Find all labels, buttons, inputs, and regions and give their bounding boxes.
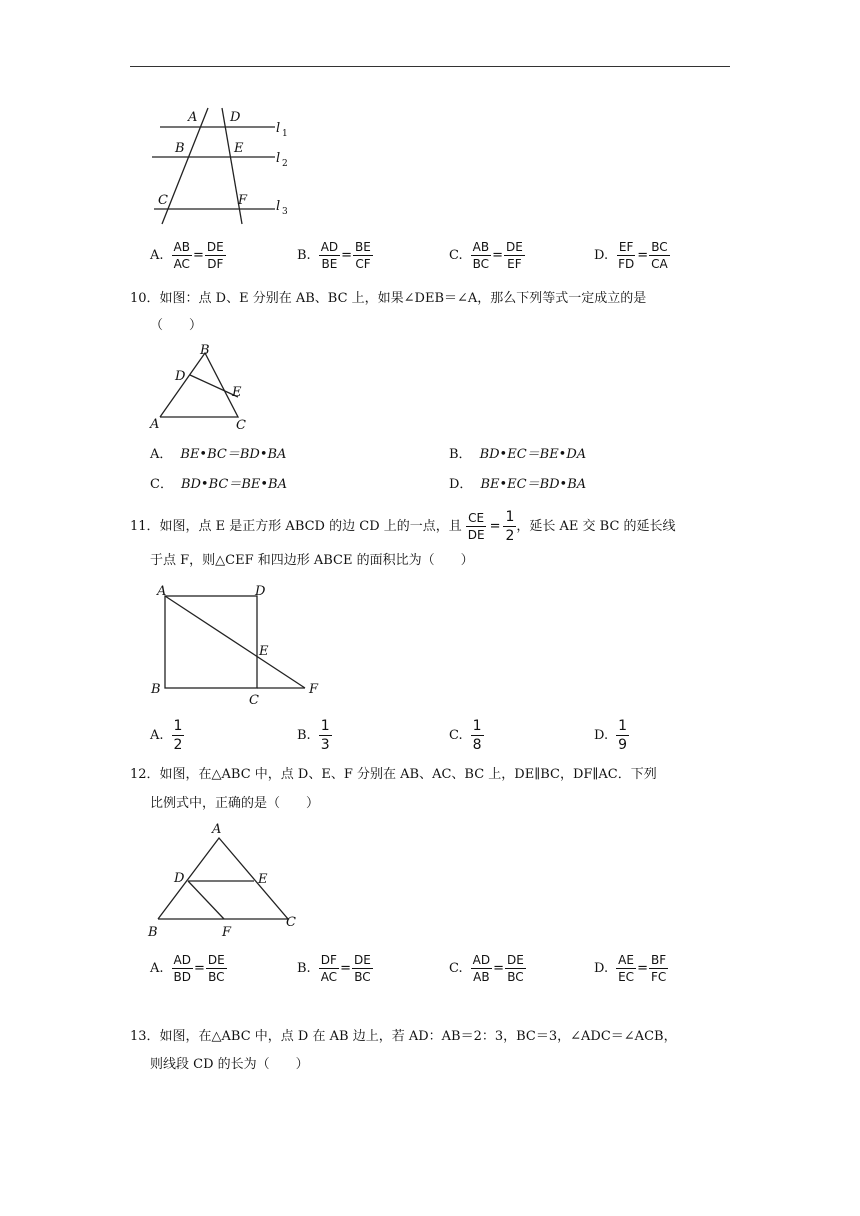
ratio-fraction-one-half: $\frac{1}{2}$ xyxy=(505,509,515,544)
fraction: $\frac{AD}{AB}$ xyxy=(472,953,491,984)
fraction: $\frac{DE}{BC}$ xyxy=(353,953,371,984)
label-l1: l xyxy=(276,121,281,136)
q10-option-c[interactable]: C． BD•BC＝BE•BA xyxy=(150,477,287,492)
q11-stem-line2: 于点 F，则△CEF 和四边形 ABCE 的面积比为（ ） xyxy=(150,553,474,568)
q12-option-a[interactable]: A. $\frac{AD}{BD}$ = $\frac{DE}{BC}$ xyxy=(150,953,225,984)
label-a: A xyxy=(157,584,167,599)
fraction: $\frac{DE}{BC}$ xyxy=(207,953,225,984)
label-l1-sub: 1 xyxy=(282,129,288,139)
triangle-abc xyxy=(160,353,238,417)
label-c: C xyxy=(286,915,296,930)
q12-option-d[interactable]: D. $\frac{AE}{EC}$ = $\frac{BF}{FC}$ xyxy=(594,953,667,984)
q10-triangle-figure xyxy=(140,340,270,435)
square-abcd xyxy=(165,596,257,688)
label-e: E xyxy=(232,385,242,400)
fraction: $\frac{1}{9}$ xyxy=(618,718,628,753)
q9-option-a[interactable]: A. $\frac{AB}{AC}$ = $\frac{DE}{DF}$ xyxy=(150,240,224,271)
label-f: F xyxy=(309,682,319,697)
q11-stem-line1: 11．如图，点 E 是正方形 ABCD 的边 CD 上的一点，且 $\frac{CE}{DE}$ = $\frac{1}{2}$ ，延长 AE 交 BC 的延长线 xyxy=(130,509,676,544)
fraction: $\frac{DE}{BC}$ xyxy=(506,953,524,984)
label-b: B xyxy=(175,141,185,156)
q12-stem-line2: 比例式中，正确的是（ ） xyxy=(150,796,320,811)
q11-option-a[interactable]: A. $\frac{1}{2}$ xyxy=(150,718,183,753)
q9-option-c[interactable]: C. $\frac{AB}{BC}$ = $\frac{DE}{EF}$ xyxy=(449,240,523,271)
label-l2: l xyxy=(276,151,281,166)
ratio-fraction-ce-de: $\frac{CE}{DE}$ xyxy=(467,511,485,542)
q12-triangle-figure xyxy=(140,818,310,943)
label-f: F xyxy=(222,925,232,940)
fraction: $\frac{AD}{BD}$ xyxy=(173,953,192,984)
q10-stem-line2: （ ） xyxy=(150,318,203,333)
q13-stem-line1: 13．如图，在△ABC 中，点 D 在 AB 边上，若 AD：AB＝2：3，BC＝3，∠ADC＝∠ACB， xyxy=(130,1029,677,1044)
q9-parallel-lines-figure xyxy=(140,100,300,230)
label-d: D xyxy=(230,110,241,125)
label-l2-sub: 2 xyxy=(282,159,288,169)
label-a: A xyxy=(188,110,198,125)
label-e: E xyxy=(234,141,244,156)
segment-df xyxy=(188,881,224,919)
fraction: $\frac{BC}{CA}$ xyxy=(651,240,668,271)
label-d: D xyxy=(175,369,186,384)
label-e: E xyxy=(259,644,269,659)
fraction: $\frac{1}{8}$ xyxy=(472,718,482,753)
label-l3: l xyxy=(276,199,281,214)
segment-de xyxy=(190,375,238,397)
fraction: $\frac{DF}{AC}$ xyxy=(320,953,338,984)
fraction: $\frac{AD}{BE}$ xyxy=(320,240,339,271)
label-c: C xyxy=(158,193,168,208)
label-b: B xyxy=(200,343,210,358)
label-b: B xyxy=(148,925,158,940)
fraction: $\frac{DE}{EF}$ xyxy=(505,240,523,271)
label-e: E xyxy=(258,872,268,887)
label-a: A xyxy=(212,822,222,837)
q12-option-b[interactable]: B. $\frac{DF}{AC}$ = $\frac{DE}{BC}$ xyxy=(297,953,371,984)
transversal-ac xyxy=(162,108,208,224)
q12-option-c[interactable]: C. $\frac{AD}{AB}$ = $\frac{DE}{BC}$ xyxy=(449,953,524,984)
fraction: $\frac{1}{2}$ xyxy=(173,718,183,753)
q11-option-c[interactable]: C. $\frac{1}{8}$ xyxy=(449,718,482,753)
q13-stem-line2: 则线段 CD 的长为（ ） xyxy=(150,1057,309,1072)
label-d: D xyxy=(255,584,266,599)
fraction: $\frac{AB}{AC}$ xyxy=(173,240,190,271)
label-d: D xyxy=(174,871,185,886)
label-l3-sub: 3 xyxy=(282,207,288,217)
q11-option-b[interactable]: B. $\frac{1}{3}$ xyxy=(297,718,330,753)
q10-stem-line1: 10．如图：点 D、E 分别在 AB、BC 上，如果∠DEB＝∠A，那么下列等式一定成立的是 xyxy=(130,291,647,306)
q9-option-b[interactable]: B. $\frac{AD}{BE}$ = $\frac{BE}{CF}$ xyxy=(297,240,371,271)
q10-option-d[interactable]: D． BE•EC＝BD•BA xyxy=(449,477,587,492)
label-c: C xyxy=(236,418,246,433)
fraction: $\frac{AE}{EC}$ xyxy=(618,953,635,984)
fraction: $\frac{BE}{CF}$ xyxy=(355,240,371,271)
label-f: F xyxy=(238,193,248,208)
fraction: $\frac{AB}{BC}$ xyxy=(472,240,490,271)
header-rule xyxy=(130,66,730,67)
fraction: $\frac{BF}{FC}$ xyxy=(650,953,667,984)
fraction: $\frac{EF}{FD}$ xyxy=(618,240,635,271)
label-c: C xyxy=(249,693,259,708)
segment-af xyxy=(165,596,305,688)
q10-option-a[interactable]: A． BE•BC＝BD•BA xyxy=(150,447,287,462)
label-a: A xyxy=(150,417,160,432)
q11-square-figure xyxy=(145,580,335,710)
fraction: $\frac{DE}{DF}$ xyxy=(206,240,224,271)
q11-option-d[interactable]: D. $\frac{1}{9}$ xyxy=(594,718,628,753)
label-b: B xyxy=(151,682,161,697)
q12-stem-line1: 12．如图，在△ABC 中，点 D、E、F 分别在 AB、AC、BC 上，DE∥BC，DF∥AC．下列 xyxy=(130,767,657,782)
q9-option-d[interactable]: D. $\frac{EF}{FD}$ = $\frac{BC}{CA}$ xyxy=(594,240,668,271)
q10-option-b[interactable]: B． BD•EC＝BE•DA xyxy=(449,447,587,462)
fraction: $\frac{1}{3}$ xyxy=(320,718,330,753)
